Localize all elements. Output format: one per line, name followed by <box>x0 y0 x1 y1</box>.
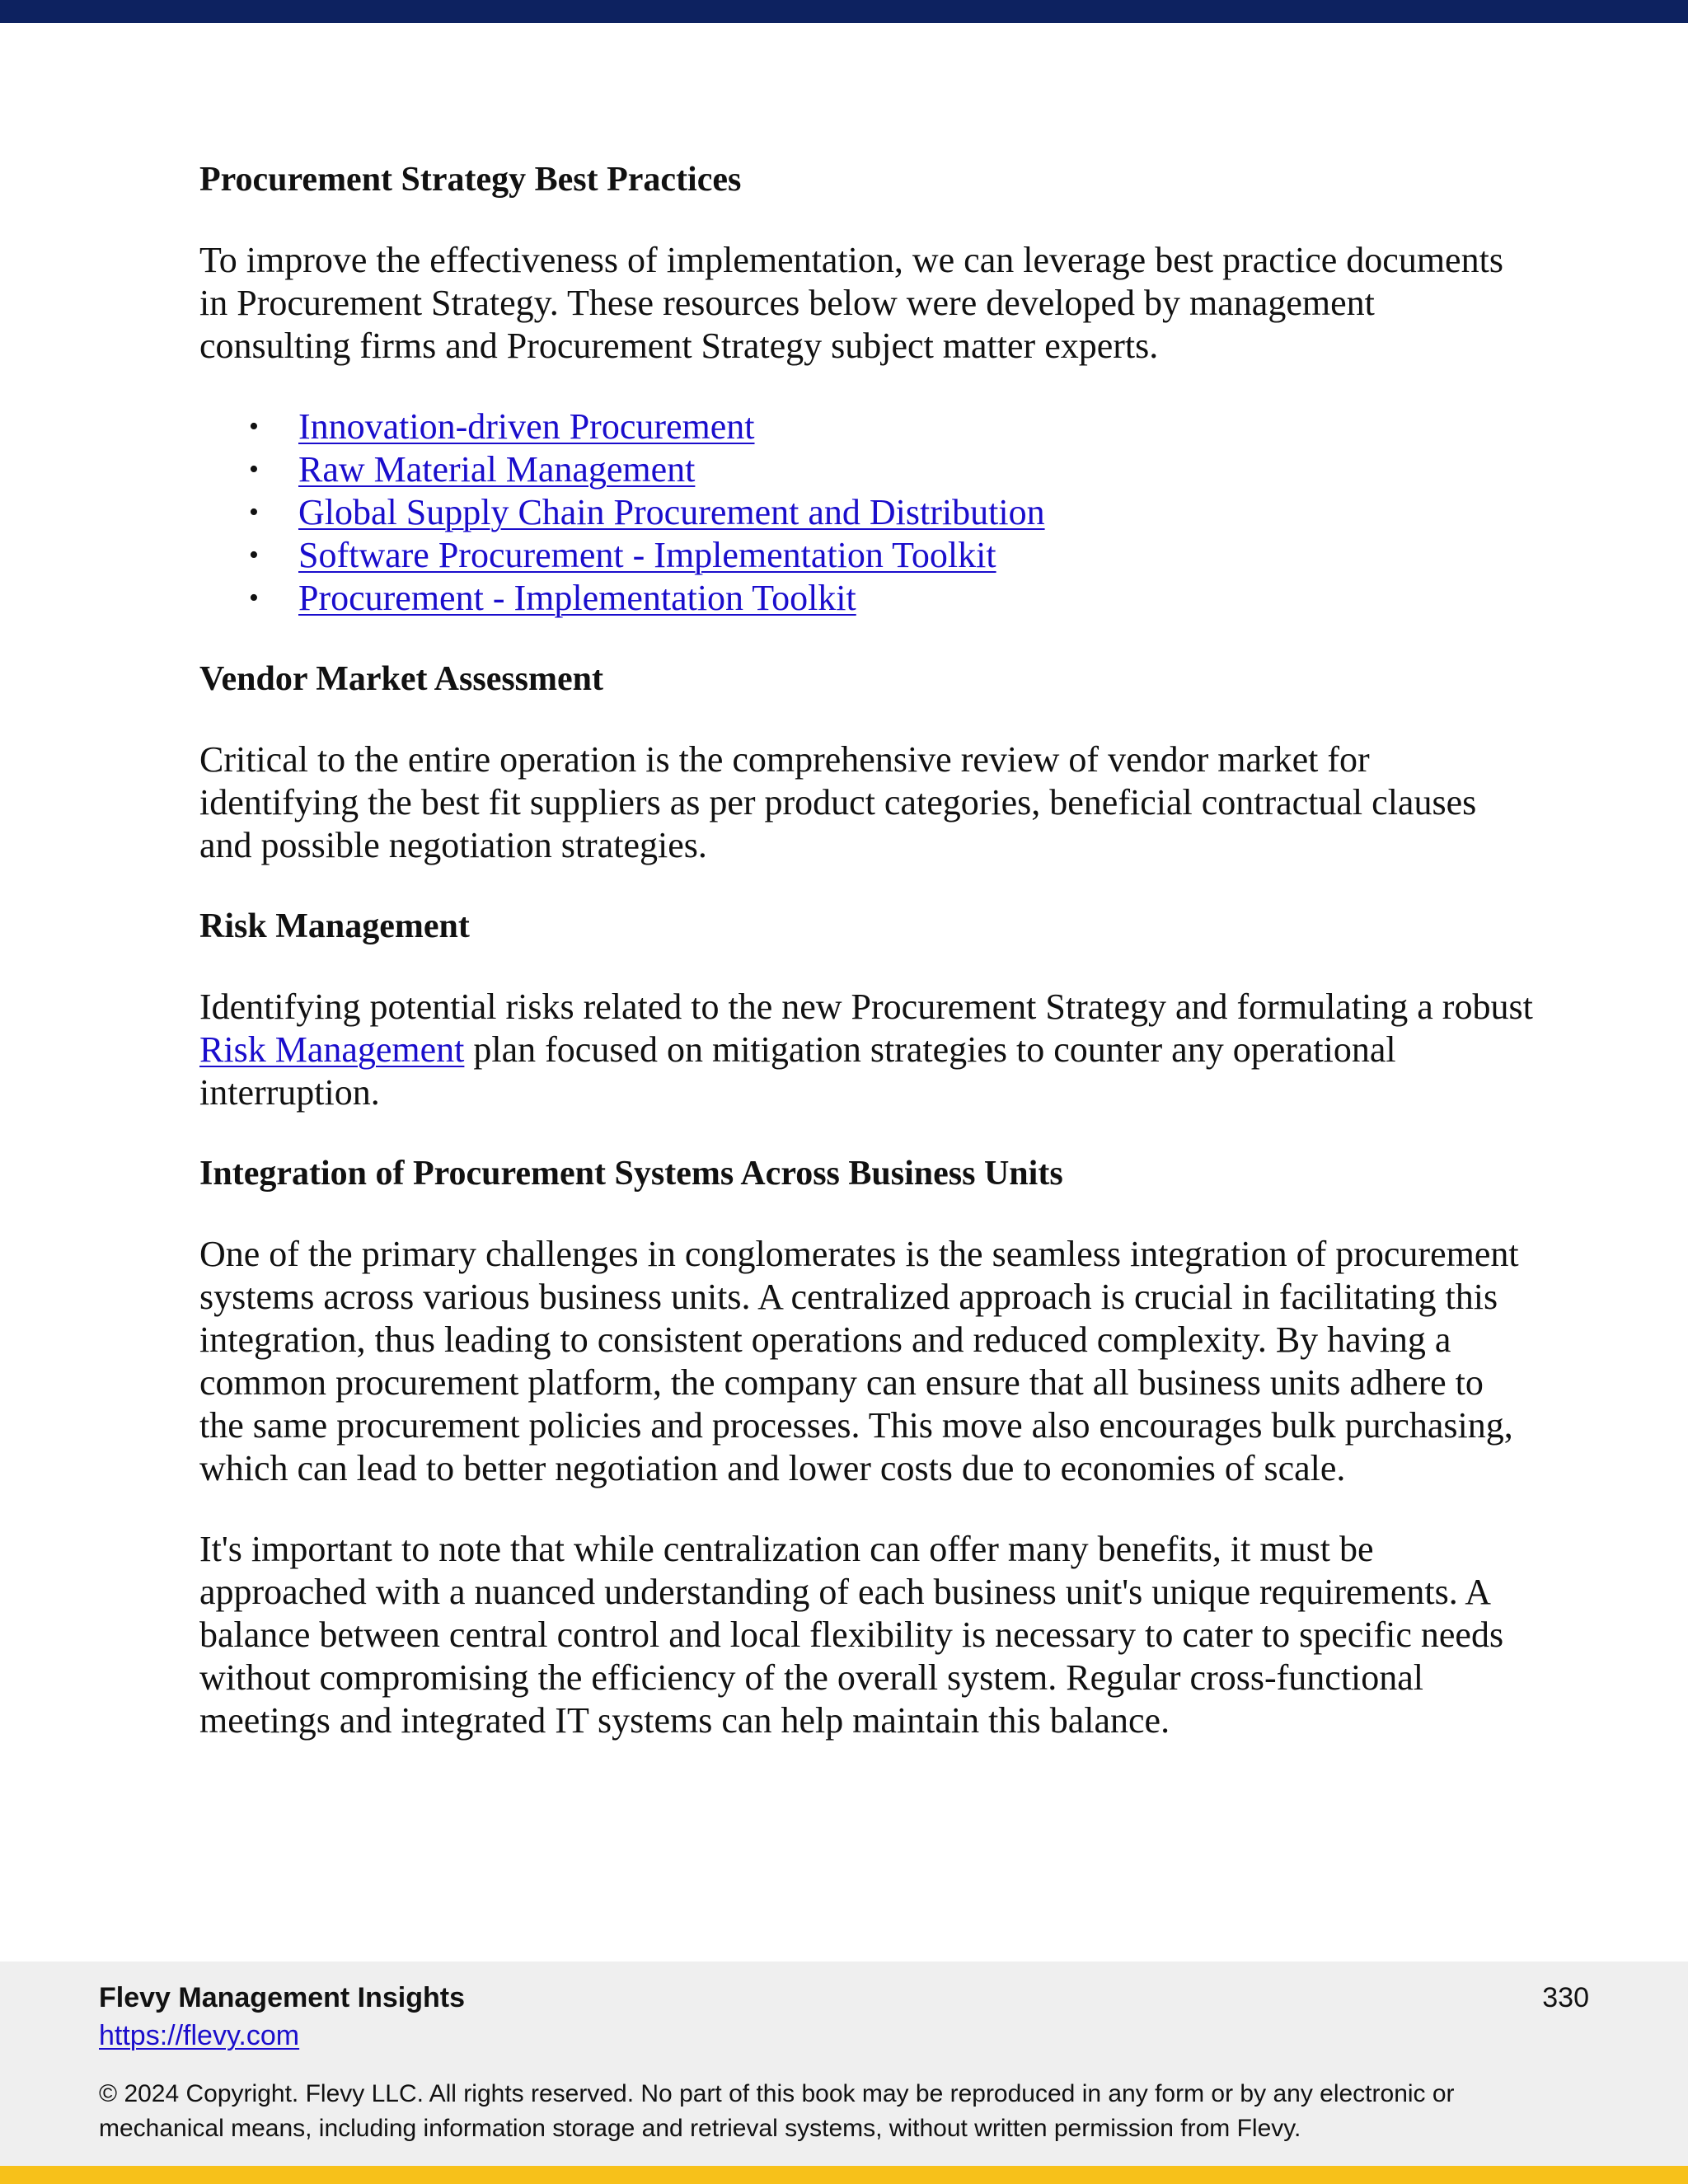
link-procurement-toolkit[interactable]: Procurement - Implementation Toolkit <box>298 578 856 618</box>
link-software-procurement-toolkit[interactable]: Software Procurement - Implementation Toolkit <box>298 535 996 575</box>
bullet-icon: • <box>249 540 259 570</box>
copyright-notice: © 2024 Copyright. Flevy LLC. All rights reserved. No part of this book may be reproduced in any form or by any electronic or mechanical means, including information storage and retrieval systems, without written permission from Flevy. <box>99 2080 1455 2142</box>
bullet-icon: • <box>249 583 259 613</box>
heading-best-practices: Procurement Strategy Best Practices <box>199 161 742 199</box>
top-accent-bar <box>0 0 1688 23</box>
intro-paragraph: To improve the effectiveness of implementation, we can leverage best practice documents in Procurement Strategy. These resources below were developed by management consulting firms and Procurement Strategy subject matter experts. <box>199 240 1503 366</box>
bottom-accent-bar <box>0 2166 1688 2184</box>
footer-url-link[interactable]: https://flevy.com <box>99 2020 300 2051</box>
link-raw-material-management[interactable]: Raw Material Management <box>298 449 696 490</box>
bullet-icon: • <box>249 454 259 485</box>
list-item <box>249 534 1535 577</box>
list-item <box>249 405 1535 448</box>
link-innovation-driven-procurement[interactable]: Innovation-driven Procurement <box>298 406 755 447</box>
risk-text-before: Identifying potential risks related to the new Procurement Strategy and formulating a robust <box>199 987 1533 1027</box>
risk-text-after: plan focused on mitigation strategies to counter any operational interruption. <box>199 1029 1396 1113</box>
page-number: 330 <box>1542 1982 1589 2013</box>
link-risk-management[interactable]: Risk Management <box>199 1029 465 1070</box>
footer-brand: Flevy Management Insights <box>99 1982 465 2013</box>
vendor-paragraph: Critical to the entire operation is the comprehensive review of vendor market for identifying the best fit suppliers as per product categories, beneficial contractual clauses and possible negotiation strategies. <box>199 739 1477 865</box>
resource-link-list <box>199 405 1535 620</box>
list-item <box>249 577 1535 620</box>
bullet-icon: • <box>249 411 259 442</box>
integration-paragraph-2: It's important to note that while centralization can offer many benefits, it must be approached with a nuanced understanding of each business unit's unique requirements. A balance between central control and local flexibility is necessary to cater to specific needs without compromising the efficiency of the overall system. Regular cross-functional meetings and integrated IT systems can help maintain this balance. <box>199 1529 1504 1741</box>
heading-integration: Integration of Procurement Systems Across Business Units <box>199 1155 1063 1193</box>
bullet-icon: • <box>249 497 259 527</box>
integration-paragraph-1: One of the primary challenges in conglomerates is the seamless integration of procurement systems across various business units. A centralized approach is crucial in facilitating this integration, thus leading to consistent operations and reduced complexity. By having a common procurement platform, the company can ensure that all business units adhere to the same procurement policies and processes. This move also encourages bulk purchasing, which can lead to better negotiation and lower costs due to economies of scale. <box>199 1234 1519 1488</box>
list-item <box>249 448 1535 491</box>
heading-vendor-market-assessment: Vendor Market Assessment <box>199 660 603 698</box>
link-global-supply-chain[interactable]: Global Supply Chain Procurement and Distribution <box>298 492 1045 532</box>
heading-risk-management: Risk Management <box>199 907 470 945</box>
document-body <box>199 158 1535 1742</box>
page-footer <box>0 1961 1688 2166</box>
list-item <box>249 491 1535 534</box>
risk-paragraph <box>199 986 1535 1114</box>
